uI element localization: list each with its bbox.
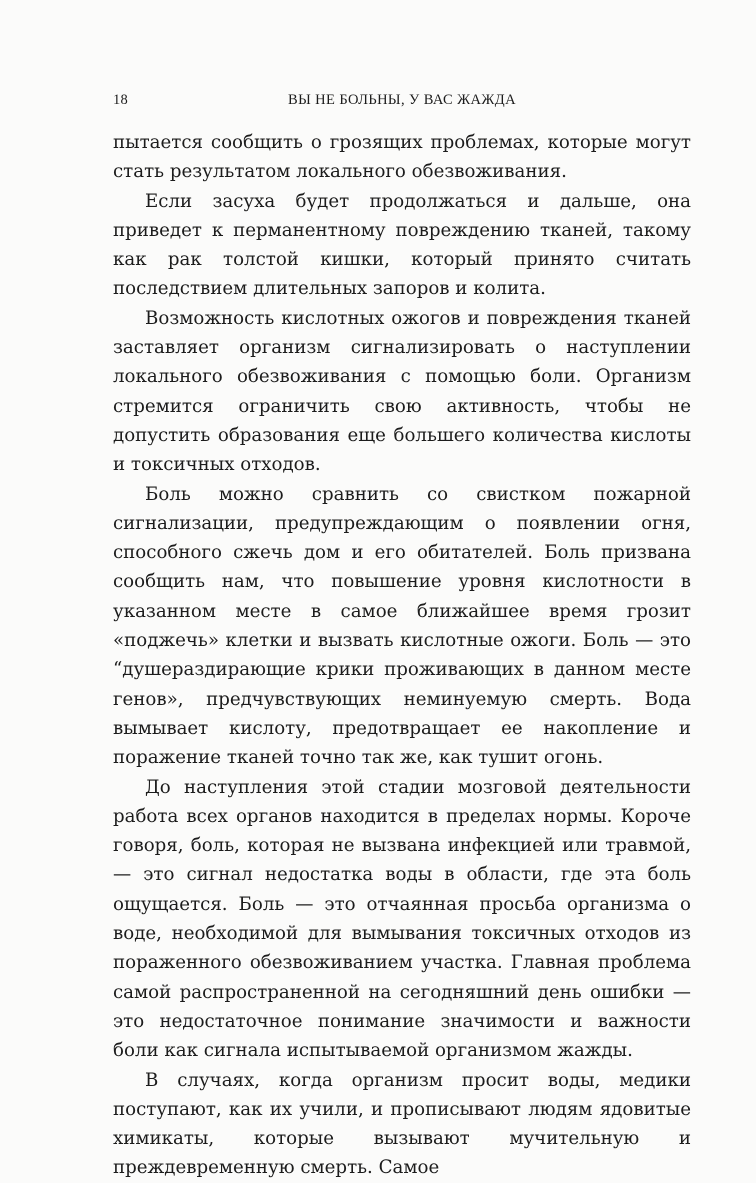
page-header bbox=[113, 92, 691, 114]
paragraph: До наступления этой стадии мозговой деятельности работа всех органов находится в пределах нормы. Короче говоря, боль, которая не вызвана инфекцией или травмой, — это сигнал недостатка воды в области, где эта боль ощущается. Боль — это отчаянная просьба организма о воде, необходимой для вымывания токсичных отходов из пораженного обезвоживанием участка. Главная проблема самой распространенной на сегодняшний день ошибки — это недостаточное понимание значимости и важности боли как сигнала испытываемой организмом жажды. bbox=[113, 776, 691, 1062]
paragraph: Возможность кислотных ожогов и повреждения тканей заставляет организм сигнализировать о наступлении локального обезвоживания с помощью боли. Организм стремится ограничить свою активность, чтобы не допустить образования еще большего количества кислоты и токсичных отходов. bbox=[113, 307, 691, 476]
body-text bbox=[113, 128, 691, 1183]
paragraph: Боль можно сравнить со свистком пожарной сигнализации, предупреждающим о появлении огня, способного сжечь дом и его обитателей. Боль призвана сообщить нам, что повышение уровня кислотности в указанном месте в самое ближайшее время грозит «поджечь» клетки и вызвать кислотные ожоги. Боль — это “душераздирающие крики проживающих в данном месте генов», предчувствующих неминуемую смерть. Вода вымывает кислоту, предотвращает ее накопление и поражение тканей точно так же, как тушит огонь. bbox=[113, 483, 691, 769]
page-number: 18 bbox=[113, 92, 129, 108]
paragraph-continued: пытается сообщить о грозящих проблемах, которые могут стать результатом локального обезвоживания. bbox=[113, 132, 691, 183]
paragraph: В случаях, когда организм просит воды, медики поступают, как их учили, и прописывают людям ядовитые химикаты, которые вызывают мучительную и преждевременную смерть. Самое bbox=[113, 1069, 691, 1179]
paragraph: Если засуха будет продолжаться и дальше, она приведет к перманентному повреждению тканей, такому как рак толстой кишки, который принято считать последствием длительных запоров и колита. bbox=[113, 190, 691, 300]
running-title: ВЫ НЕ БОЛЬНЫ, У ВАС ЖАЖДА bbox=[288, 92, 516, 108]
